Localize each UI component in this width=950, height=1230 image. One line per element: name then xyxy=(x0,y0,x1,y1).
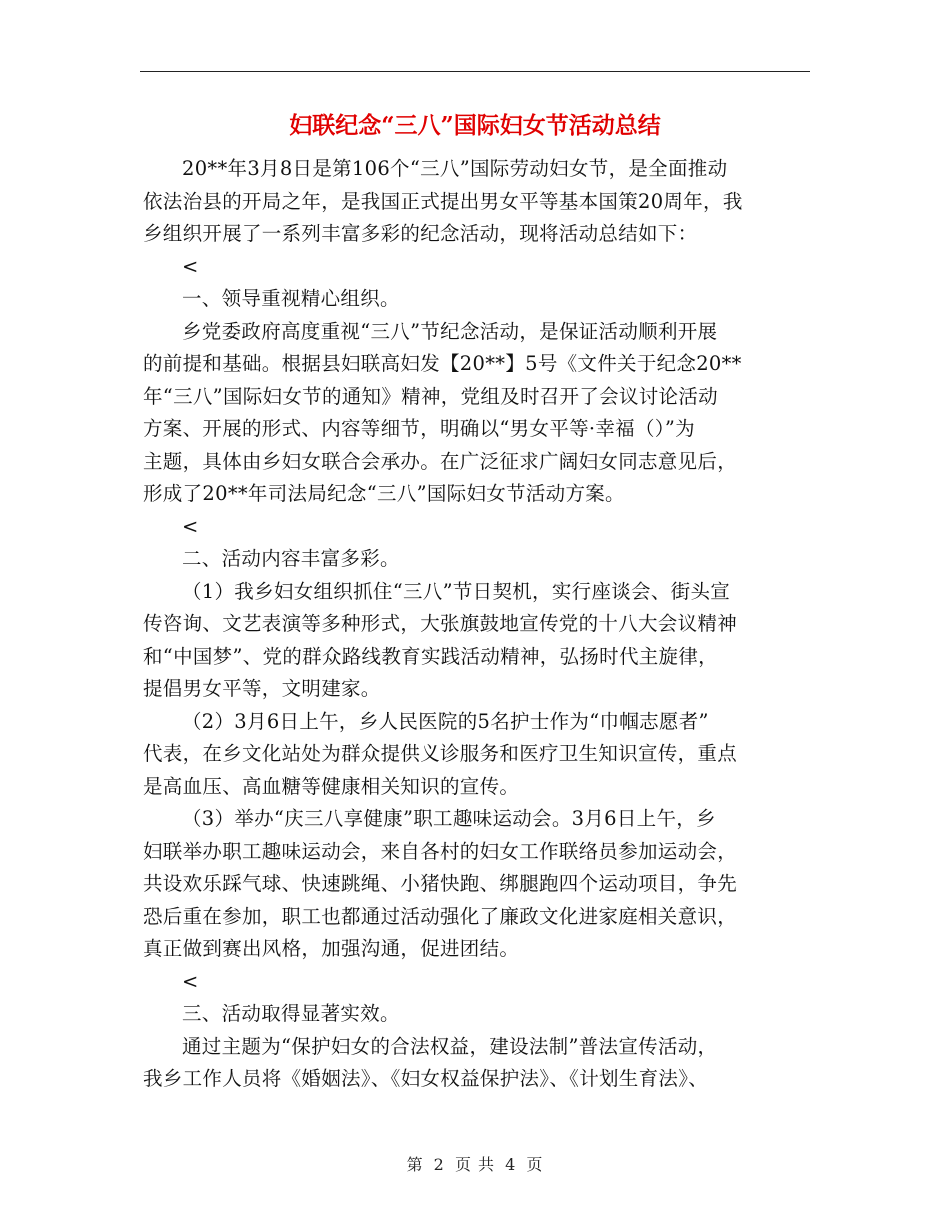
text-line: 二、活动内容丰富多彩。 xyxy=(182,547,400,570)
text-line: 和“中国梦”、党的群众路线教育实践活动精神，弘扬时代主旋律， xyxy=(143,644,718,668)
text-line: 依法治县的开局之年，是我国正式提出男女平等基本国策20周年，我 xyxy=(143,189,743,213)
text-line: 我乡工作人员将《婚姻法》、《妇女权益保护法》、《计划生育法》、 xyxy=(143,1067,709,1090)
text-line: 三、活动取得显著实效。 xyxy=(182,1002,400,1025)
text-line: 是高血压、高血糖等健康相关知识的宣传。 xyxy=(143,774,520,798)
paragraph xyxy=(143,576,813,706)
paragraph xyxy=(143,803,813,966)
text-line: 乡党委政府高度重视“三八”节纪念活动，是保证活动顺利开展 xyxy=(182,319,718,343)
text-line: 传咨询、文艺表演等多种形式，大张旗鼓地宣传党的十八大会议精神 xyxy=(143,612,738,635)
text-line: （3）举办“庆三八享健康”职工趣味运动会。3月6日上午，乡 xyxy=(182,807,716,830)
footer-end-label: 页 xyxy=(526,1155,544,1174)
paragraph xyxy=(143,511,813,544)
header-rule xyxy=(140,71,810,72)
text-line: 一、领导重视精心组织。 xyxy=(182,287,400,310)
text-line: 真正做到赛出风格，加强沟通，促进团结。 xyxy=(143,937,520,960)
footer-current-page: 2 xyxy=(433,1155,445,1174)
footer-total-pages: 4 xyxy=(505,1155,517,1174)
text-line: 恐后重在参加，职工也都通过活动强化了廉政文化进家庭相关意识， xyxy=(143,904,738,928)
document-body xyxy=(143,153,813,1096)
paragraph xyxy=(143,706,813,804)
paragraph xyxy=(143,153,813,251)
text-line: 共设欢乐踩气球、快速跳绳、小猪快跑、绑腿跑四个运动项目，争先 xyxy=(143,872,738,895)
text-line: 年“三八”国际妇女节的通知》精神，党组及时召开了会议讨论活动 xyxy=(143,384,718,408)
paragraph xyxy=(143,966,813,999)
text-line: 乡组织开展了一系列丰富多彩的纪念活动，现将活动总结如下： xyxy=(143,222,698,245)
text-line: （2）3月6日上午，乡人民医院的5名护士作为“巾帼志愿者” xyxy=(182,709,709,733)
paragraph xyxy=(143,543,813,576)
text-line: （1）我乡妇女组织抓住“三八”节日契机，实行座谈会、街头宣 xyxy=(182,579,731,603)
text-line: < xyxy=(182,969,199,993)
text-line: 代表，在乡文化站处为群众提供义诊服务和医疗卫生知识宣传，重点 xyxy=(143,742,738,765)
document-title: 妇联纪念“三八”国际妇女节活动总结 xyxy=(289,112,661,139)
text-line: < xyxy=(182,514,199,538)
paragraph xyxy=(143,1031,813,1096)
text-line: 20**年3月8日是第106个“三八”国际劳动妇女节，是全面推动 xyxy=(182,157,728,180)
paragraph xyxy=(143,251,813,284)
page-footer xyxy=(0,1155,950,1175)
text-line: 主题，具体由乡妇女联合会承办。在广泛征求广阔妇女同志意见后， xyxy=(143,449,738,473)
text-line: < xyxy=(182,254,199,278)
text-line: 提倡男女平等，文明建家。 xyxy=(143,677,381,700)
footer-page-label: 第 xyxy=(406,1155,424,1174)
text-line: 妇联举办职工趣味运动会，来自各村的妇女工作联络员参加运动会， xyxy=(143,839,738,863)
text-line: 方案、开展的形式、内容等细节，明确以“男女平等·幸福（）”为 xyxy=(143,417,695,440)
paragraph xyxy=(143,998,813,1031)
footer-of-label: 页 共 xyxy=(454,1155,496,1174)
paragraph xyxy=(143,316,813,511)
text-line: 的前提和基础。根据县妇联高妇发【20**】5号《文件关于纪念20** xyxy=(143,352,742,375)
text-line: 通过主题为“保护妇女的合法权益，建设法制”普法宣传活动， xyxy=(182,1034,718,1058)
text-line: 形成了20**年司法局纪念“三八”国际妇女节活动方案。 xyxy=(143,482,625,505)
paragraph xyxy=(143,283,813,316)
